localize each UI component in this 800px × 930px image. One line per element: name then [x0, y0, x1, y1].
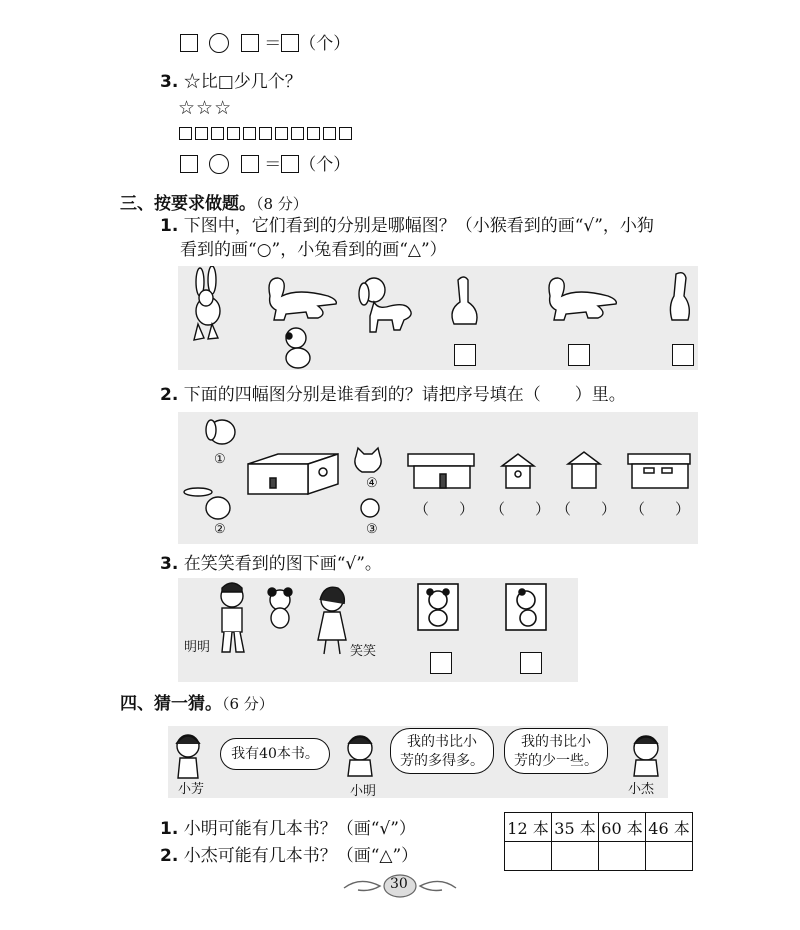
page-number-ornament — [340, 872, 460, 900]
s4-q2 — [160, 845, 418, 867]
panda-front-view — [418, 584, 458, 630]
name-xiaojie: 小杰 — [628, 782, 655, 797]
square-icon — [227, 127, 240, 140]
question-number: 1. — [160, 819, 179, 839]
square-icon — [243, 127, 256, 140]
panda-figure — [268, 588, 292, 628]
blank-box[interactable] — [180, 155, 198, 173]
bubble-text: 我有40本书。 — [231, 746, 319, 762]
name-xiaoming: 小明 — [350, 784, 377, 799]
xiaojie-figure — [634, 736, 658, 776]
house-view-1 — [408, 454, 474, 488]
page-number: 30 — [390, 876, 408, 892]
dinosaur-side-figure — [549, 278, 616, 320]
answer-box[interactable] — [281, 34, 299, 52]
monkey-figure — [286, 328, 310, 368]
animals-illustration — [178, 266, 698, 370]
unit-label: （个） — [299, 34, 351, 54]
question-number: 2. — [160, 385, 179, 405]
section-title: 四、猜一猜。 — [120, 694, 222, 714]
bubble-text-line2: 芳的少一些。 — [514, 753, 598, 769]
answer-cell[interactable] — [646, 842, 693, 871]
table-answer-row — [505, 842, 693, 871]
name-xiaoxiao: 笑笑 — [350, 644, 377, 659]
rabbit-head-figure — [184, 488, 230, 519]
s3-q3 — [160, 553, 382, 575]
dinosaur-back-figure — [670, 273, 689, 320]
table-header-cell: 12 本 — [505, 813, 552, 842]
square-icon — [275, 127, 288, 140]
answer-box[interactable] — [430, 652, 452, 674]
label-2: ② — [214, 522, 226, 537]
s4-q1 — [160, 818, 416, 840]
question-number: 3. — [160, 72, 179, 92]
label-3: ③ — [366, 522, 378, 537]
label-4: ④ — [366, 476, 378, 491]
answer-box[interactable] — [672, 344, 694, 366]
question-text: ☆比□少几个？ — [183, 72, 302, 92]
s3-q1-line2: 看到的画“○”，小兔看到的画“△”） — [180, 240, 447, 260]
stars-row: ☆☆☆ — [178, 97, 233, 119]
answer-box[interactable] — [454, 344, 476, 366]
s3-q2 — [160, 384, 626, 406]
question-text: 小杰可能有几本书？（画“△”） — [183, 846, 419, 866]
square-icon — [307, 127, 320, 140]
operator-circle[interactable] — [209, 154, 229, 174]
xiaoming-figure — [348, 736, 372, 776]
section-3-heading — [120, 189, 308, 214]
answer-cell[interactable] — [552, 842, 599, 871]
question-number: 2. — [160, 846, 179, 866]
speech-bubble-xiaoming — [390, 728, 494, 774]
house-view-2 — [502, 454, 534, 488]
house-view-3 — [568, 452, 600, 488]
square-icon — [195, 127, 208, 140]
bubble-text-line2: 芳的多得多。 — [400, 753, 484, 769]
guess-panel — [168, 726, 668, 798]
bubble-text-line1: 我的书比小 — [407, 734, 477, 750]
small-animal-head-figure — [361, 499, 379, 517]
s3-q1 — [160, 215, 654, 237]
blank-box[interactable] — [180, 34, 198, 52]
house-view-panel — [178, 412, 698, 544]
books-answer-table — [504, 812, 693, 871]
xiaofang-figure — [176, 735, 200, 778]
section-4-heading — [120, 689, 274, 714]
square-icon — [291, 127, 304, 140]
answer-box[interactable] — [281, 155, 299, 173]
square-icon — [211, 127, 224, 140]
square-icon — [339, 127, 352, 140]
name-xiaofang: 小芳 — [178, 782, 205, 797]
label-1: ① — [214, 452, 226, 467]
dog-head-figure — [206, 420, 235, 444]
answer-paren[interactable]: （ ） — [630, 500, 691, 518]
question-number: 3. — [160, 554, 179, 574]
question-number: 1. — [160, 216, 179, 236]
animals-view-panel — [178, 266, 698, 370]
square-icon — [323, 127, 336, 140]
speech-bubble-xiaofang — [220, 738, 330, 770]
panda-side-view — [506, 584, 546, 630]
house-illustration — [178, 412, 698, 544]
house-view-4 — [628, 454, 690, 488]
dinosaur-front-figure — [452, 277, 477, 324]
panda-view-panel — [178, 578, 578, 682]
panda-illustration — [178, 578, 578, 682]
question-3-compare — [160, 71, 302, 93]
speech-bubble-xiaojie — [504, 728, 608, 774]
rabbit-figure — [194, 266, 220, 340]
operator-circle[interactable] — [209, 33, 229, 53]
table-header-cell: 46 本 — [646, 813, 693, 842]
answer-paren[interactable]: （ ） — [490, 500, 551, 518]
squares-row — [179, 127, 355, 140]
boy-figure — [221, 583, 244, 652]
house-figure — [248, 454, 338, 494]
dog-figure — [359, 278, 411, 332]
answer-cell[interactable] — [505, 842, 552, 871]
section-score: （6 分） — [222, 695, 274, 713]
question-text-line1: 下图中，它们看到的分别是哪幅图？（小猴看到的画“√”，小狗 — [183, 216, 654, 236]
question-text: 小明可能有几本书？（画“√”） — [183, 819, 416, 839]
table-header-cell: 60 本 — [599, 813, 646, 842]
question-text: 下面的四幅图分别是谁看到的？请把序号填在（ ）里。 — [183, 385, 626, 405]
bubble-text-line1: 我的书比小 — [521, 734, 591, 750]
square-icon — [179, 127, 192, 140]
cat-head-figure — [355, 448, 381, 472]
unit-label: （个） — [299, 155, 351, 175]
blank-box[interactable] — [241, 155, 259, 173]
blank-box[interactable] — [241, 34, 259, 52]
answer-paren[interactable]: （ ） — [414, 500, 475, 518]
equation-row-top: ＝ （个） — [180, 33, 350, 55]
dinosaur-figure — [269, 278, 336, 320]
answer-box[interactable] — [520, 652, 542, 674]
table-header-cell: 35 本 — [552, 813, 599, 842]
question-text: 在笑笑看到的图下画“√”。 — [183, 554, 382, 574]
equation-row-compare: ＝ （个） — [180, 154, 350, 176]
answer-paren[interactable]: （ ） — [556, 500, 617, 518]
girl-figure — [318, 587, 346, 654]
answer-cell[interactable] — [599, 842, 646, 871]
square-icon — [259, 127, 272, 140]
answer-box[interactable] — [568, 344, 590, 366]
name-mingming: 明明 — [184, 640, 211, 655]
section-score: （8 分） — [256, 195, 308, 213]
section-title: 三、按要求做题。 — [120, 194, 256, 214]
table-header-row — [505, 813, 693, 842]
